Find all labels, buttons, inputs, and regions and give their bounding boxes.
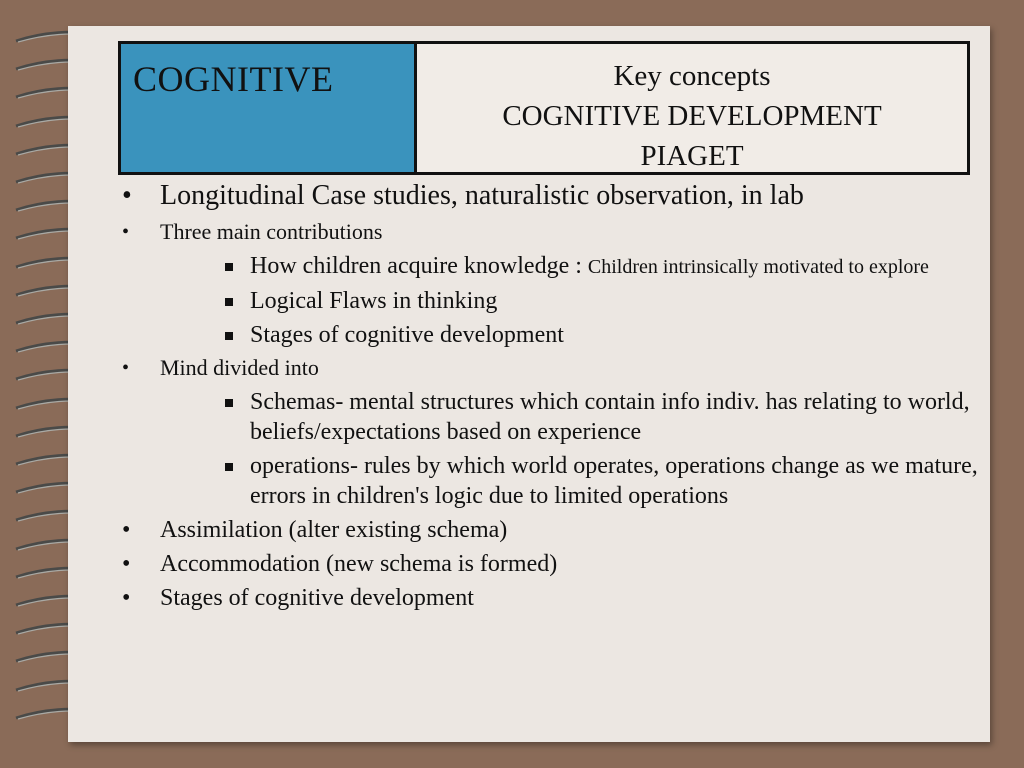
subtitle-line-1: Key concepts <box>613 60 771 92</box>
sub-bullet-text: How children acquire knowledge : <box>250 253 588 279</box>
bullet-item: • Accommodation (new schema is formed) <box>118 549 978 579</box>
bullet-item: • Mind divided into <box>118 354 978 382</box>
bullet-item: • Assimilation (alter existing schema) <box>118 515 978 545</box>
sub-bullet-item: Logical Flaws in thinking <box>118 286 978 316</box>
sub-bullet-item: operations- rules by which world operates, operations change as we mature, errors in children's logic due to limited operations <box>118 451 978 511</box>
title-cell <box>121 44 417 172</box>
bullet-list <box>118 178 978 617</box>
bullet-item: • Three main contributions <box>118 218 978 246</box>
sub-bullet-small-text: Children intrinsically motivated to explore <box>587 256 929 278</box>
subtitle-cell <box>417 44 967 172</box>
subtitle-line-3: PIAGET <box>640 140 744 172</box>
sub-bullet-item: Stages of cognitive development <box>118 320 978 350</box>
subtitle-line-2: COGNITIVE DEVELOPMENT <box>502 100 882 132</box>
bullet-item: • Stages of cognitive development <box>118 583 978 613</box>
sub-bullet-item: Schemas- mental structures which contain info indiv. has relating to world, beliefs/expectations based on experience <box>118 387 978 447</box>
sub-bullet-item <box>118 251 978 282</box>
title-table <box>118 41 970 175</box>
bullet-item: • Longitudinal Case studies, naturalistic observation, in lab <box>118 178 978 214</box>
slide-title: COGNITIVE <box>133 59 334 99</box>
